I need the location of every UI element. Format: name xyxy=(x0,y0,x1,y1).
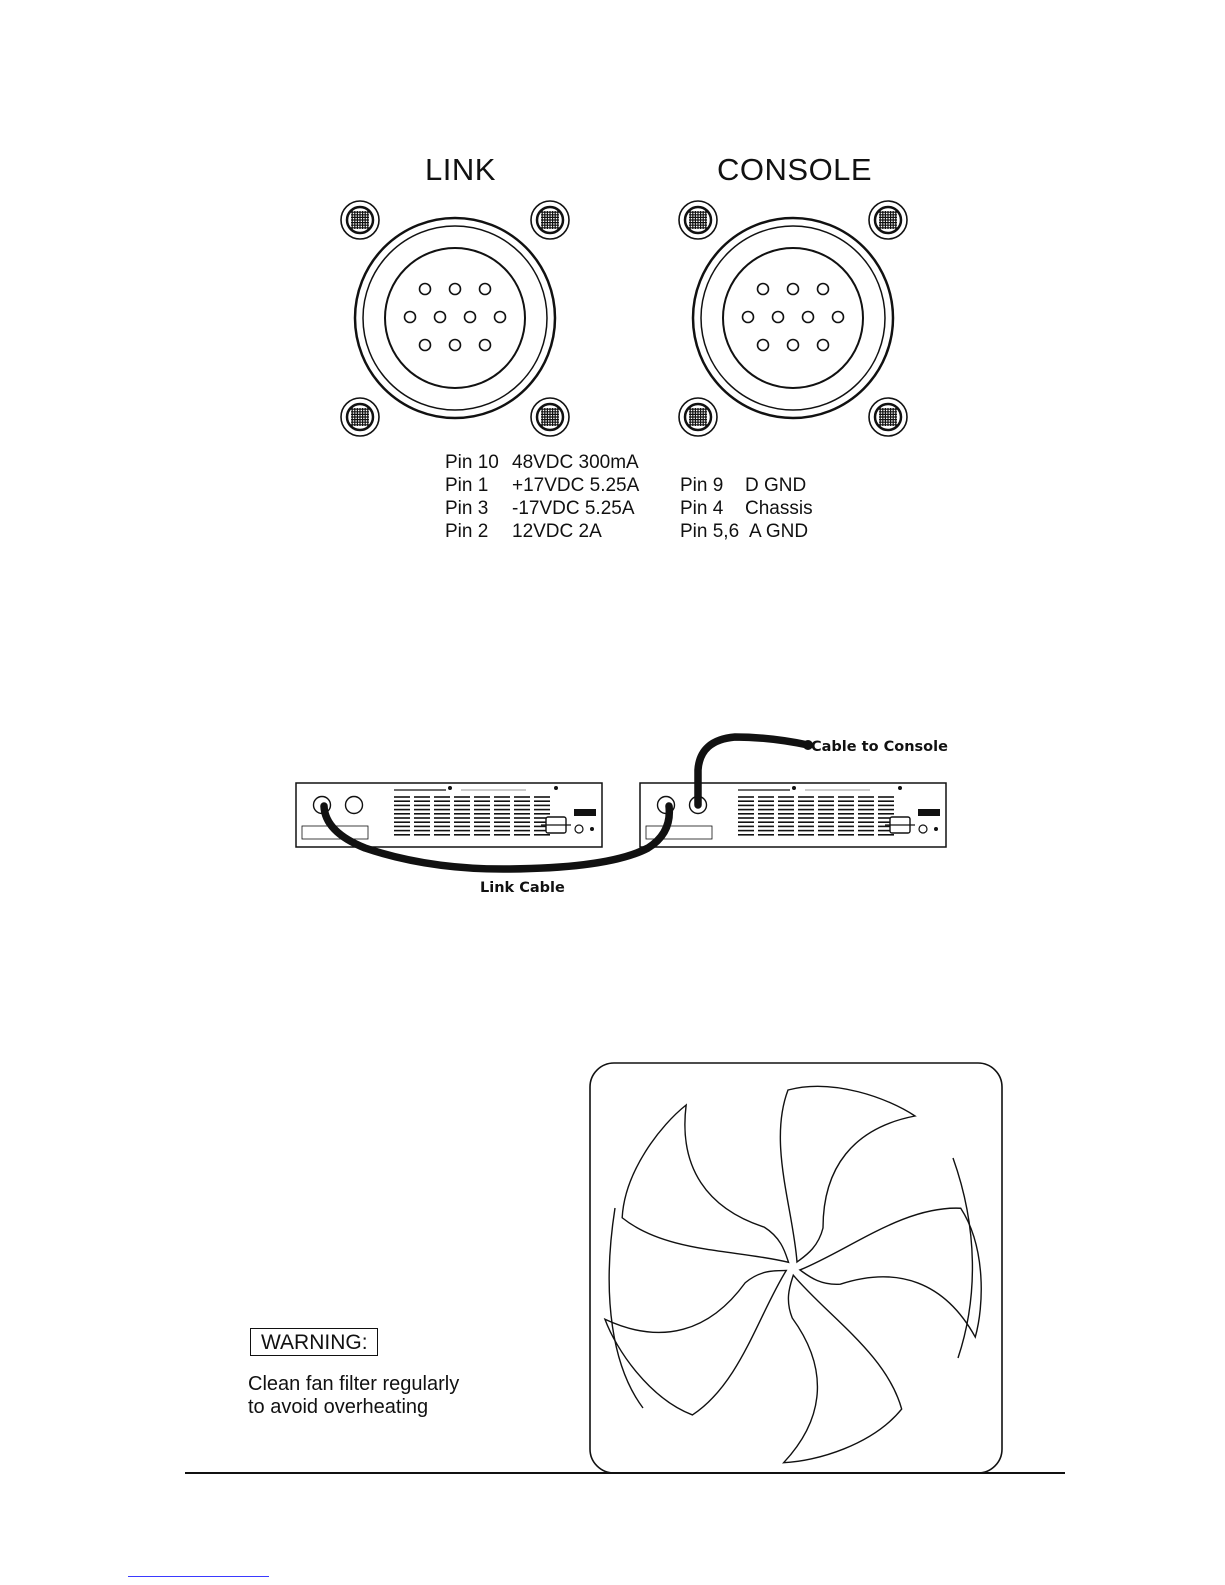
fuse-dot xyxy=(590,827,594,831)
fan-blade xyxy=(588,1201,800,1422)
power-supply-unit-b xyxy=(640,783,946,847)
pin-number: Pin 4 xyxy=(680,498,724,519)
link-cable-label: Link Cable xyxy=(480,880,565,896)
model-label xyxy=(918,809,940,816)
panel-screw xyxy=(898,786,902,790)
pin-number: Pin 1 xyxy=(445,475,489,496)
footer-link-underline[interactable] xyxy=(128,1576,269,1577)
cabling-diagram xyxy=(0,720,1225,940)
fan-blade xyxy=(616,1096,825,1278)
panel-screw xyxy=(448,786,452,790)
pin-number: Pin 3 xyxy=(445,498,489,519)
pin-number: Pin 5,6 xyxy=(680,521,740,542)
pin-number: Pin 2 xyxy=(445,521,489,542)
panel-screw xyxy=(554,786,558,790)
fan-blade xyxy=(698,1265,910,1486)
pin-number: Pin 9 xyxy=(680,475,724,496)
pin-value: 48VDC 300mA xyxy=(512,452,639,473)
pin-value: +17VDC 5.25A xyxy=(512,475,640,496)
fan-guard-arc xyxy=(953,1158,972,1358)
fan-blade xyxy=(795,1200,1004,1382)
fan-frame xyxy=(590,1063,1002,1473)
rack-panel xyxy=(640,783,946,847)
fan-blades xyxy=(588,1086,1004,1486)
console-socket xyxy=(346,797,363,814)
link-connector-title: LINK xyxy=(425,152,496,187)
footer-rule xyxy=(185,1472,1065,1474)
pin-value: Chassis xyxy=(745,498,813,519)
pin-value: A GND xyxy=(749,521,809,542)
model-label xyxy=(574,809,596,816)
pin-value: D GND xyxy=(745,475,807,496)
cable-to-console-label: Cable to Console xyxy=(811,739,948,755)
fan-guard-arc xyxy=(609,1208,643,1408)
pin-number: Pin 10 xyxy=(445,452,499,473)
console-connector-title: CONSOLE xyxy=(717,152,873,187)
pin-value: -17VDC 5.25A xyxy=(512,498,635,519)
panel-screw xyxy=(792,786,796,790)
warning-line-1: Clean fan filter regularly xyxy=(248,1373,460,1395)
warning-title: WARNING: xyxy=(250,1328,378,1356)
pin-value: 12VDC 2A xyxy=(512,521,602,542)
fan-blade xyxy=(780,1086,915,1262)
fuse-dot xyxy=(934,827,938,831)
pinout-table xyxy=(0,0,1225,560)
warning-line-2: to avoid overheating xyxy=(248,1396,429,1418)
